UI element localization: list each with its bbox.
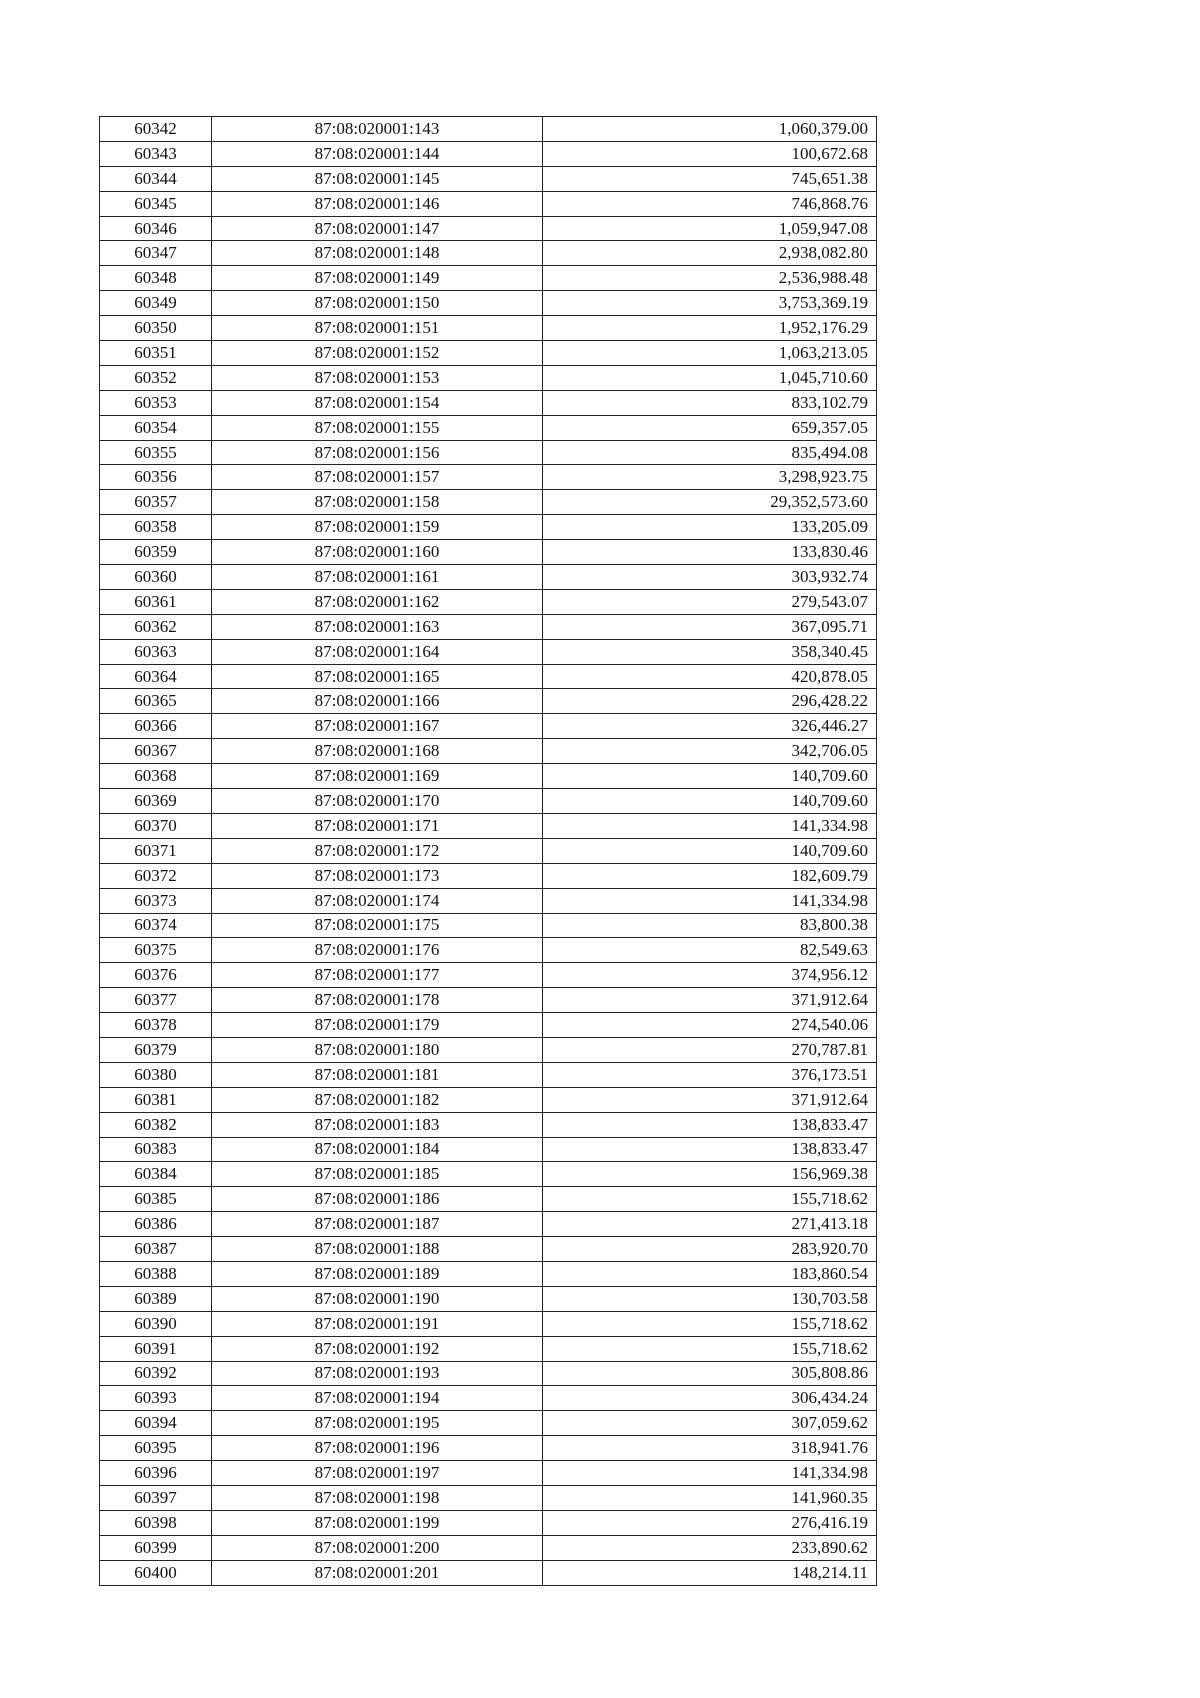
row-number-cell: 60344 — [100, 166, 212, 191]
value-cell: 274,540.06 — [543, 1013, 877, 1038]
value-cell: 371,912.64 — [543, 1087, 877, 1112]
cadastral-number-cell: 87:08:020001:177 — [212, 963, 543, 988]
cadastral-number-cell: 87:08:020001:150 — [212, 291, 543, 316]
row-number-cell: 60376 — [100, 963, 212, 988]
value-cell: 376,173.51 — [543, 1062, 877, 1087]
table-row — [100, 191, 877, 216]
row-number-cell: 60381 — [100, 1087, 212, 1112]
cadastral-number-cell: 87:08:020001:144 — [212, 141, 543, 166]
cadastral-number-cell: 87:08:020001:168 — [212, 739, 543, 764]
table-row — [100, 141, 877, 166]
value-cell: 367,095.71 — [543, 614, 877, 639]
value-cell: 140,709.60 — [543, 764, 877, 789]
row-number-cell: 60391 — [100, 1336, 212, 1361]
table-body — [100, 117, 877, 1586]
table-row — [100, 316, 877, 341]
value-cell: 141,960.35 — [543, 1485, 877, 1510]
cadastral-number-cell: 87:08:020001:162 — [212, 589, 543, 614]
table-row — [100, 341, 877, 366]
table-row — [100, 689, 877, 714]
value-cell: 3,753,369.19 — [543, 291, 877, 316]
table-row — [100, 813, 877, 838]
cadastral-number-cell: 87:08:020001:149 — [212, 266, 543, 291]
row-number-cell: 60397 — [100, 1485, 212, 1510]
row-number-cell: 60345 — [100, 191, 212, 216]
value-cell: 155,718.62 — [543, 1336, 877, 1361]
row-number-cell: 60393 — [100, 1386, 212, 1411]
value-cell: 100,672.68 — [543, 141, 877, 166]
row-number-cell: 60350 — [100, 316, 212, 341]
row-number-cell: 60362 — [100, 614, 212, 639]
value-cell: 306,434.24 — [543, 1386, 877, 1411]
cadastral-number-cell: 87:08:020001:186 — [212, 1187, 543, 1212]
row-number-cell: 60360 — [100, 565, 212, 590]
table-row — [100, 988, 877, 1013]
row-number-cell: 60369 — [100, 789, 212, 814]
row-number-cell: 60367 — [100, 739, 212, 764]
table-row — [100, 1237, 877, 1262]
table-row — [100, 266, 877, 291]
table-row — [100, 365, 877, 390]
row-number-cell: 60378 — [100, 1013, 212, 1038]
value-cell: 1,045,710.60 — [543, 365, 877, 390]
table-row — [100, 1386, 877, 1411]
table-row — [100, 739, 877, 764]
table-row — [100, 1286, 877, 1311]
table-row — [100, 1162, 877, 1187]
cadastral-number-cell: 87:08:020001:145 — [212, 166, 543, 191]
value-cell: 283,920.70 — [543, 1237, 877, 1262]
cadastral-number-cell: 87:08:020001:190 — [212, 1286, 543, 1311]
value-cell: 270,787.81 — [543, 1037, 877, 1062]
value-cell: 183,860.54 — [543, 1261, 877, 1286]
table-row — [100, 390, 877, 415]
cadastral-number-cell: 87:08:020001:197 — [212, 1461, 543, 1486]
cadastral-number-cell: 87:08:020001:179 — [212, 1013, 543, 1038]
row-number-cell: 60346 — [100, 216, 212, 241]
table-row — [100, 614, 877, 639]
table-row — [100, 216, 877, 241]
row-number-cell: 60379 — [100, 1037, 212, 1062]
value-cell: 276,416.19 — [543, 1510, 877, 1535]
cadastral-number-cell: 87:08:020001:171 — [212, 813, 543, 838]
cadastral-number-cell: 87:08:020001:157 — [212, 465, 543, 490]
value-cell: 141,334.98 — [543, 813, 877, 838]
table-row — [100, 1037, 877, 1062]
row-number-cell: 60388 — [100, 1261, 212, 1286]
cadastral-number-cell: 87:08:020001:165 — [212, 664, 543, 689]
value-cell: 271,413.18 — [543, 1212, 877, 1237]
cadastral-number-cell: 87:08:020001:183 — [212, 1112, 543, 1137]
value-cell: 141,334.98 — [543, 888, 877, 913]
table-row — [100, 415, 877, 440]
value-cell: 307,059.62 — [543, 1411, 877, 1436]
row-number-cell: 60370 — [100, 813, 212, 838]
cadastral-number-cell: 87:08:020001:164 — [212, 639, 543, 664]
cadastral-number-cell: 87:08:020001:189 — [212, 1261, 543, 1286]
cadastral-number-cell: 87:08:020001:176 — [212, 938, 543, 963]
value-cell: 2,938,082.80 — [543, 241, 877, 266]
row-number-cell: 60355 — [100, 440, 212, 465]
cadastral-number-cell: 87:08:020001:195 — [212, 1411, 543, 1436]
table-row — [100, 1112, 877, 1137]
table-row — [100, 863, 877, 888]
row-number-cell: 60394 — [100, 1411, 212, 1436]
row-number-cell: 60364 — [100, 664, 212, 689]
row-number-cell: 60395 — [100, 1436, 212, 1461]
row-number-cell: 60353 — [100, 390, 212, 415]
cadastral-number-cell: 87:08:020001:160 — [212, 540, 543, 565]
cadastral-number-cell: 87:08:020001:199 — [212, 1510, 543, 1535]
cadastral-number-cell: 87:08:020001:185 — [212, 1162, 543, 1187]
cadastral-number-cell: 87:08:020001:169 — [212, 764, 543, 789]
row-number-cell: 60380 — [100, 1062, 212, 1087]
cadastral-number-cell: 87:08:020001:153 — [212, 365, 543, 390]
value-cell: 138,833.47 — [543, 1137, 877, 1162]
table-row — [100, 1560, 877, 1585]
row-number-cell: 60363 — [100, 639, 212, 664]
row-number-cell: 60351 — [100, 341, 212, 366]
cadastral-number-cell: 87:08:020001:170 — [212, 789, 543, 814]
cadastral-number-cell: 87:08:020001:167 — [212, 714, 543, 739]
row-number-cell: 60357 — [100, 490, 212, 515]
cadastral-number-cell: 87:08:020001:161 — [212, 565, 543, 590]
cadastral-number-cell: 87:08:020001:193 — [212, 1361, 543, 1386]
value-cell: 835,494.08 — [543, 440, 877, 465]
table-row — [100, 291, 877, 316]
value-cell: 1,060,379.00 — [543, 117, 877, 142]
value-cell: 659,357.05 — [543, 415, 877, 440]
row-number-cell: 60352 — [100, 365, 212, 390]
row-number-cell: 60356 — [100, 465, 212, 490]
value-cell: 318,941.76 — [543, 1436, 877, 1461]
row-number-cell: 60377 — [100, 988, 212, 1013]
table-row — [100, 166, 877, 191]
cadastral-number-cell: 87:08:020001:143 — [212, 117, 543, 142]
value-cell: 305,808.86 — [543, 1361, 877, 1386]
cadastral-number-cell: 87:08:020001:175 — [212, 913, 543, 938]
row-number-cell: 60371 — [100, 838, 212, 863]
cadastral-number-cell: 87:08:020001:181 — [212, 1062, 543, 1087]
value-cell: 182,609.79 — [543, 863, 877, 888]
table-row — [100, 1535, 877, 1560]
cadastral-number-cell: 87:08:020001:158 — [212, 490, 543, 515]
table-row — [100, 664, 877, 689]
row-number-cell: 60385 — [100, 1187, 212, 1212]
row-number-cell: 60347 — [100, 241, 212, 266]
cadastral-number-cell: 87:08:020001:201 — [212, 1560, 543, 1585]
cadastral-number-cell: 87:08:020001:152 — [212, 341, 543, 366]
row-number-cell: 60390 — [100, 1311, 212, 1336]
table-row — [100, 1261, 877, 1286]
value-cell: 148,214.11 — [543, 1560, 877, 1585]
value-cell: 1,952,176.29 — [543, 316, 877, 341]
table-row — [100, 1087, 877, 1112]
table-row — [100, 565, 877, 590]
value-cell: 155,718.62 — [543, 1187, 877, 1212]
value-cell: 133,205.09 — [543, 515, 877, 540]
table-row — [100, 1137, 877, 1162]
value-cell: 303,932.74 — [543, 565, 877, 590]
value-cell: 130,703.58 — [543, 1286, 877, 1311]
row-number-cell: 60359 — [100, 540, 212, 565]
value-cell: 140,709.60 — [543, 838, 877, 863]
cadastral-number-cell: 87:08:020001:184 — [212, 1137, 543, 1162]
value-cell: 833,102.79 — [543, 390, 877, 415]
value-cell: 746,868.76 — [543, 191, 877, 216]
value-cell: 233,890.62 — [543, 1535, 877, 1560]
table-row — [100, 838, 877, 863]
value-cell: 420,878.05 — [543, 664, 877, 689]
cadastral-number-cell: 87:08:020001:166 — [212, 689, 543, 714]
table-row — [100, 1461, 877, 1486]
cadastral-number-cell: 87:08:020001:155 — [212, 415, 543, 440]
table-row — [100, 1062, 877, 1087]
cadastral-number-cell: 87:08:020001:187 — [212, 1212, 543, 1237]
value-cell: 1,063,213.05 — [543, 341, 877, 366]
table-row — [100, 1411, 877, 1436]
value-cell: 140,709.60 — [543, 789, 877, 814]
value-cell: 326,446.27 — [543, 714, 877, 739]
row-number-cell: 60383 — [100, 1137, 212, 1162]
row-number-cell: 60354 — [100, 415, 212, 440]
row-number-cell: 60348 — [100, 266, 212, 291]
table-row — [100, 1212, 877, 1237]
row-number-cell: 60386 — [100, 1212, 212, 1237]
table-row — [100, 490, 877, 515]
value-cell: 374,956.12 — [543, 963, 877, 988]
value-cell: 1,059,947.08 — [543, 216, 877, 241]
cadastral-number-cell: 87:08:020001:173 — [212, 863, 543, 888]
row-number-cell: 60375 — [100, 938, 212, 963]
table-row — [100, 888, 877, 913]
table-row — [100, 1510, 877, 1535]
cadastral-number-cell: 87:08:020001:182 — [212, 1087, 543, 1112]
row-number-cell: 60368 — [100, 764, 212, 789]
table-row — [100, 764, 877, 789]
table-row — [100, 963, 877, 988]
value-cell: 358,340.45 — [543, 639, 877, 664]
cadastral-number-cell: 87:08:020001:146 — [212, 191, 543, 216]
row-number-cell: 60400 — [100, 1560, 212, 1585]
row-number-cell: 60399 — [100, 1535, 212, 1560]
value-cell: 2,536,988.48 — [543, 266, 877, 291]
cadastral-number-cell: 87:08:020001:163 — [212, 614, 543, 639]
value-cell: 138,833.47 — [543, 1112, 877, 1137]
cadastral-number-cell: 87:08:020001:178 — [212, 988, 543, 1013]
row-number-cell: 60398 — [100, 1510, 212, 1535]
cadastral-number-cell: 87:08:020001:156 — [212, 440, 543, 465]
cadastral-number-cell: 87:08:020001:147 — [212, 216, 543, 241]
cadastral-number-cell: 87:08:020001:151 — [212, 316, 543, 341]
cadastral-number-cell: 87:08:020001:159 — [212, 515, 543, 540]
row-number-cell: 60396 — [100, 1461, 212, 1486]
value-cell: 155,718.62 — [543, 1311, 877, 1336]
value-cell: 82,549.63 — [543, 938, 877, 963]
table-row — [100, 1436, 877, 1461]
cadastral-number-cell: 87:08:020001:180 — [212, 1037, 543, 1062]
row-number-cell: 60343 — [100, 141, 212, 166]
table-row — [100, 714, 877, 739]
cadastral-number-cell: 87:08:020001:188 — [212, 1237, 543, 1262]
value-cell: 3,298,923.75 — [543, 465, 877, 490]
table-row — [100, 440, 877, 465]
value-cell: 141,334.98 — [543, 1461, 877, 1486]
table-row — [100, 1311, 877, 1336]
row-number-cell: 60384 — [100, 1162, 212, 1187]
row-number-cell: 60382 — [100, 1112, 212, 1137]
value-cell: 745,651.38 — [543, 166, 877, 191]
row-number-cell: 60373 — [100, 888, 212, 913]
value-cell: 296,428.22 — [543, 689, 877, 714]
row-number-cell: 60387 — [100, 1237, 212, 1262]
table-row — [100, 639, 877, 664]
row-number-cell: 60372 — [100, 863, 212, 888]
table-row — [100, 117, 877, 142]
row-number-cell: 60374 — [100, 913, 212, 938]
row-number-cell: 60389 — [100, 1286, 212, 1311]
row-number-cell: 60365 — [100, 689, 212, 714]
value-cell: 83,800.38 — [543, 913, 877, 938]
table-row — [100, 1336, 877, 1361]
table-row — [100, 465, 877, 490]
row-number-cell: 60366 — [100, 714, 212, 739]
table-row — [100, 540, 877, 565]
table-row — [100, 1187, 877, 1212]
value-cell: 279,543.07 — [543, 589, 877, 614]
table-row — [100, 938, 877, 963]
table-row — [100, 1013, 877, 1038]
table-row — [100, 241, 877, 266]
cadastral-number-cell: 87:08:020001:198 — [212, 1485, 543, 1510]
value-cell: 371,912.64 — [543, 988, 877, 1013]
row-number-cell: 60358 — [100, 515, 212, 540]
value-cell: 156,969.38 — [543, 1162, 877, 1187]
value-cell: 29,352,573.60 — [543, 490, 877, 515]
row-number-cell: 60349 — [100, 291, 212, 316]
table-row — [100, 1485, 877, 1510]
cadastral-number-cell: 87:08:020001:172 — [212, 838, 543, 863]
cadastral-number-cell: 87:08:020001:148 — [212, 241, 543, 266]
cadastral-number-cell: 87:08:020001:194 — [212, 1386, 543, 1411]
value-cell: 342,706.05 — [543, 739, 877, 764]
cadastral-number-cell: 87:08:020001:191 — [212, 1311, 543, 1336]
table-row — [100, 589, 877, 614]
row-number-cell: 60392 — [100, 1361, 212, 1386]
cadastral-number-cell: 87:08:020001:196 — [212, 1436, 543, 1461]
cadastral-number-cell: 87:08:020001:192 — [212, 1336, 543, 1361]
cadastral-number-cell: 87:08:020001:154 — [212, 390, 543, 415]
table-row — [100, 515, 877, 540]
table-row — [100, 789, 877, 814]
table-row — [100, 913, 877, 938]
row-number-cell: 60342 — [100, 117, 212, 142]
cadastral-number-cell: 87:08:020001:174 — [212, 888, 543, 913]
cadastral-value-table — [99, 116, 877, 1586]
value-cell: 133,830.46 — [543, 540, 877, 565]
table-row — [100, 1361, 877, 1386]
cadastral-number-cell: 87:08:020001:200 — [212, 1535, 543, 1560]
row-number-cell: 60361 — [100, 589, 212, 614]
